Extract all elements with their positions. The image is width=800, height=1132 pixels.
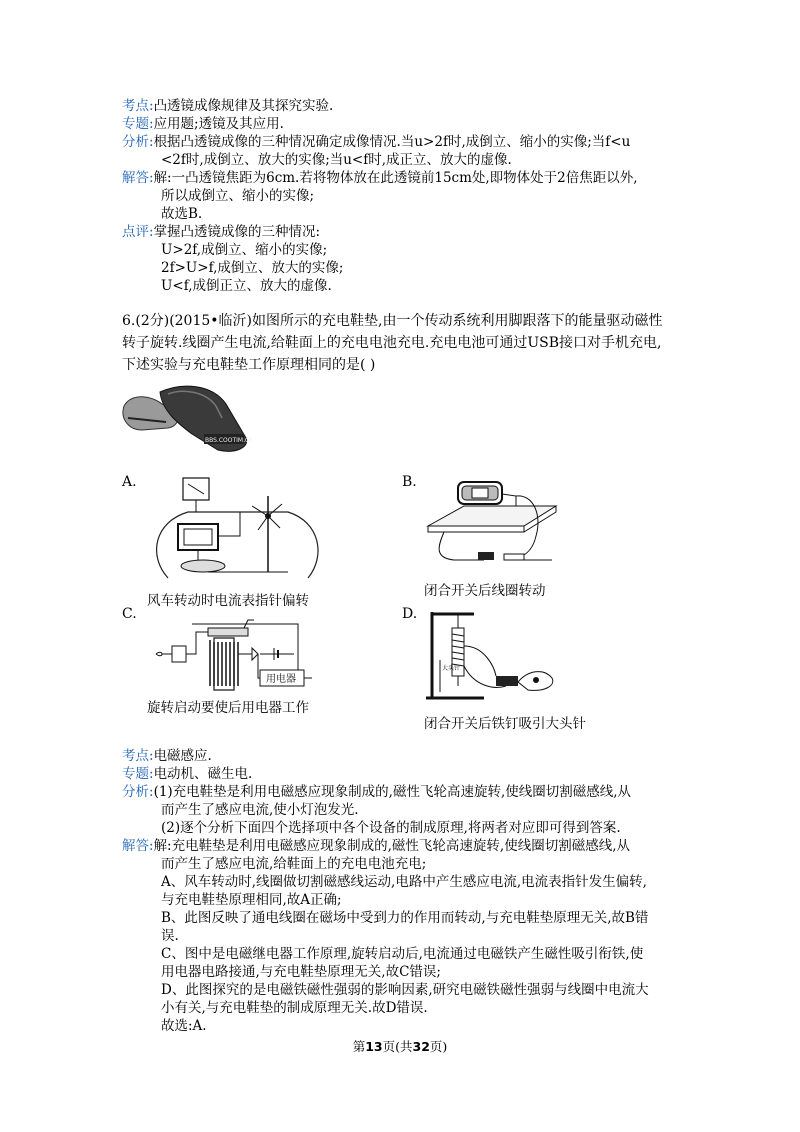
page-footer (0, 1037, 800, 1055)
footer-total-pages: 32 (412, 1039, 430, 1054)
dianping-text-2: U>2f,成倒立、缩小的实像; (161, 242, 328, 258)
footer-prefix: 第 (352, 1039, 366, 1054)
jieda-label: 解答: (122, 170, 154, 186)
fenxi-text-q6: (1)充电鞋垫是利用电磁感应现象制成的,磁性飞轮高速旋转,使线圈切割磁感线,从 (153, 784, 632, 800)
jieda-q6-text-4: 与充电鞋垫原理相同,故A正确; (161, 892, 342, 908)
dianping-row (122, 223, 320, 241)
fenxi-row (122, 133, 630, 151)
option-d-caption: 闭合开关后铁钉吸引大头针 (424, 716, 586, 732)
footer-middle: 页(共 (382, 1039, 413, 1054)
dianping-text: 掌握凸透镜成像的三种情况: (153, 224, 321, 240)
jieda-q6-text-3: A、风车转动时,线圈做切割磁感线运动,电路中产生感应电流,电流表指针发生偏转, (161, 874, 647, 890)
zhuanti-label-q6: 专题: (122, 766, 154, 782)
option-c-caption: 旋转启动要使后用电器工作 (147, 700, 309, 716)
zhuanti-text-q6: 电动机、磁生电. (153, 766, 253, 782)
option-a-figure (148, 476, 328, 586)
fenxi-q6-text-2: 而产生了感应电流,使小灯泡发光. (161, 802, 359, 818)
fenxi-text-2: <2f时,成倒立、放大的实像;当u<f时,成正立、放大的虚像. (161, 152, 512, 168)
option-d-label: D. (402, 606, 418, 622)
jieda-q6-text-7: C、图中是电磁继电器工作原理,旋转启动后,电流通过电磁铁产生磁性吸引衔铁,使 (161, 946, 644, 962)
kaodian-text: 凸透镜成像规律及其探究实验. (153, 98, 334, 114)
option-d-figure (424, 606, 564, 706)
kaodian-row-q6 (122, 747, 212, 765)
jieda-text: 解:一凸透镜焦距为6cm.若将物体放在此透镜前15cm处,即物体处于2倍焦距以外, (153, 170, 638, 186)
footer-page-number: 13 (365, 1039, 383, 1054)
footer-suffix: 页) (429, 1039, 448, 1054)
fenxi-label-q6: 分析: (122, 784, 154, 800)
jieda-q6-text-2: 而产生了感应电流,给鞋面上的充电电池充电; (161, 856, 427, 872)
option-c-label: C. (122, 606, 137, 622)
option-b-label: B. (402, 474, 417, 490)
option-b-caption: 闭合开关后线圈转动 (424, 583, 546, 599)
charging-insole-image (122, 378, 252, 458)
jieda-q6-text-11: 故选:A. (161, 1018, 207, 1034)
kaodian-label-q6: 考点: (122, 748, 154, 764)
zhuanti-row-q6 (122, 765, 252, 783)
question-line-3: 下述实验与充电鞋垫工作原理相同的是( ) (122, 357, 376, 373)
jieda-q6-text-10: 小有关,与充电鞋垫的制成原理无关.故D错误. (161, 1000, 428, 1016)
jieda-text-2: 所以成倒立、缩小的实像; (161, 188, 315, 204)
option-a-caption: 风车转动时电流表指针偏转 (147, 593, 309, 609)
fenxi-q6-text-3: (2)逐个分析下面四个选择项中各个设备的制成原理,将两者对应即可得到答案. (161, 820, 621, 836)
fenxi-text: 根据凸透镜成像的三种情况确定成像情况.当u>2f时,成倒立、缩小的实像;当f<u (153, 134, 631, 150)
kaodian-row (122, 97, 333, 115)
fenxi-row-q6 (122, 783, 631, 801)
option-d-pin-tag: 大头针 (442, 665, 461, 672)
jieda-q6-text-9: D、此图探究的是电磁铁磁性强弱的影响因素,研究电磁铁磁性强弱与线圈中电流大 (161, 982, 649, 998)
kaodian-text-q6: 电磁感应. (153, 748, 212, 764)
jieda-q6-text-8: 用电器电路接通,与充电鞋垫原理无关,故C错误; (161, 964, 441, 980)
option-b-figure (424, 476, 564, 574)
insole-watermark: BBS.COOTIM.CN (205, 437, 252, 444)
zhuanti-row (122, 115, 284, 133)
option-c-figure (148, 612, 328, 694)
zhuanti-text: 应用题;透镜及其应用. (153, 116, 284, 132)
jieda-row (122, 169, 638, 187)
jieda-row-q6 (122, 837, 630, 855)
fenxi-label: 分析: (122, 134, 154, 150)
kaodian-label: 考点: (122, 98, 154, 114)
question-line-2: 转子旋转.线圈产生电流,给鞋面上的充电电池充电.充电电池可通过USB接口对手机充电, (122, 335, 662, 351)
jieda-text-3: 故选B. (161, 206, 203, 222)
jieda-q6-text-6: 误. (161, 928, 179, 944)
dianping-label: 点评: (122, 224, 154, 240)
option-c-device-label: 用电器 (266, 674, 296, 685)
dianping-text-4: U<f,成倒正立、放大的虚像. (161, 278, 332, 294)
jieda-text-q6: 解:充电鞋垫是利用电磁感应现象制成的,磁性飞轮高速旋转,使线圈切割磁感线,从 (153, 838, 630, 854)
option-a-label: A. (122, 474, 137, 490)
question-line-1: 6.(2分)(2015•临沂)如图所示的充电鞋垫,由一个传动系统利用脚跟落下的能量驱动磁性 (122, 313, 663, 329)
zhuanti-label: 专题: (122, 116, 154, 132)
jieda-q6-text-5: B、此图反映了通电线圈在磁场中受到力的作用而转动,与充电鞋垫原理无关,故B错 (161, 910, 649, 926)
jieda-label-q6: 解答: (122, 838, 154, 854)
dianping-text-3: 2f>U>f,成倒立、放大的实像; (161, 260, 344, 276)
